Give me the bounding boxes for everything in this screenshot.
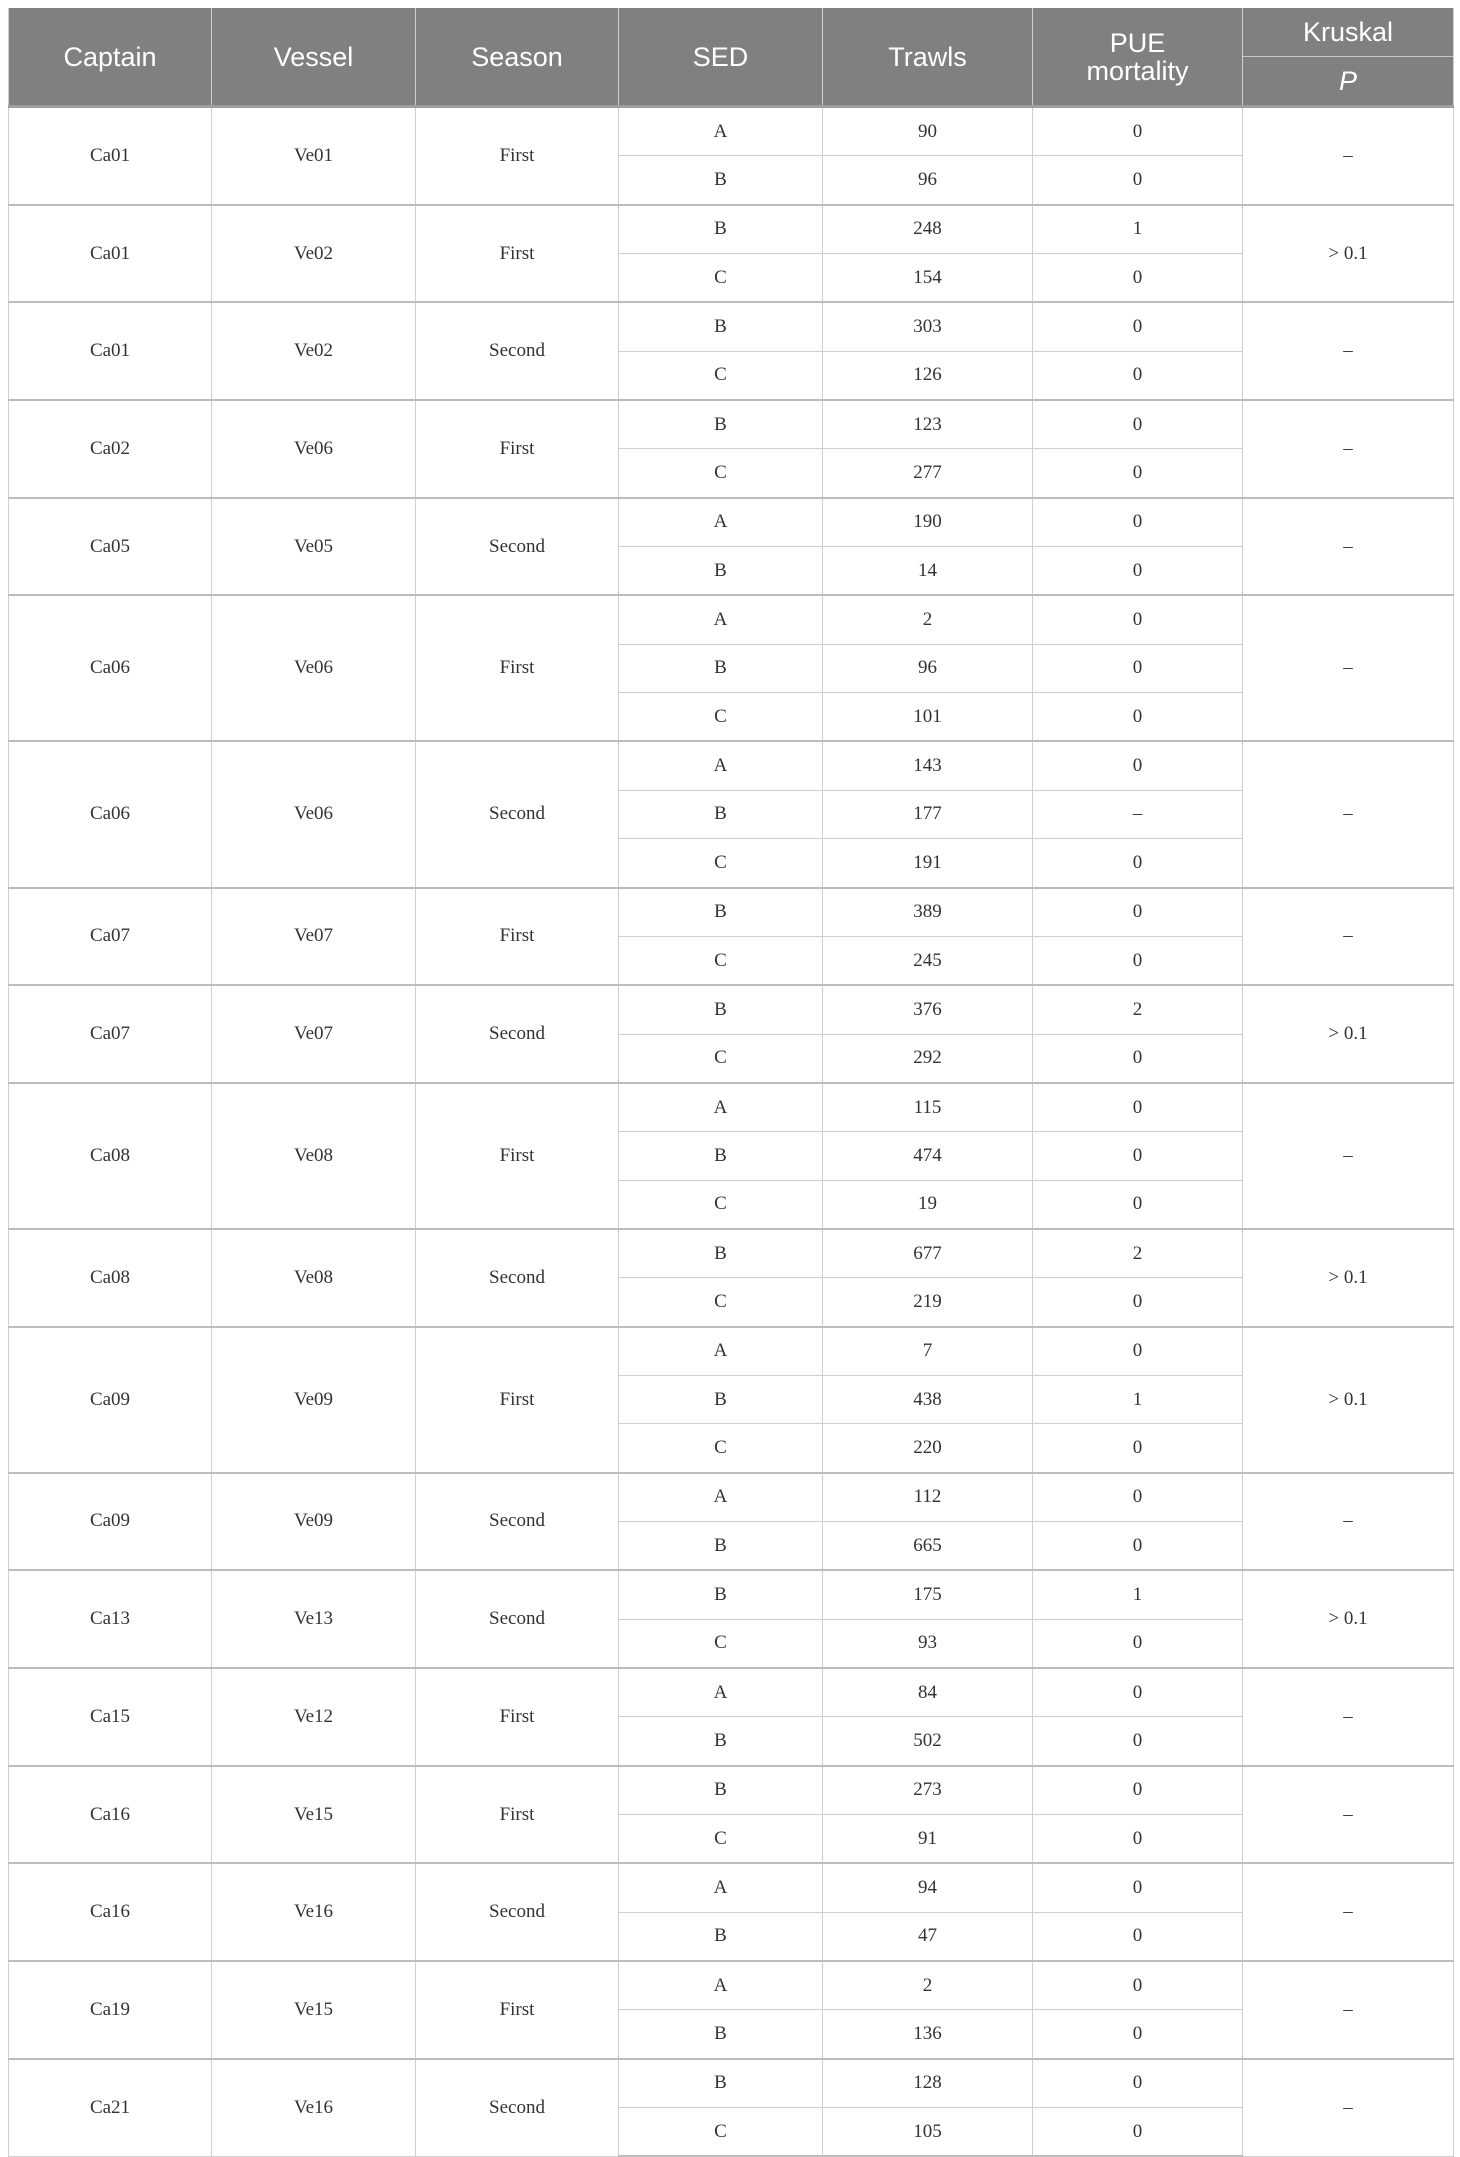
cell-trawls: 191 bbox=[823, 839, 1033, 888]
cell-pue-mortality: 0 bbox=[1033, 1717, 1243, 1766]
cell-vessel: Ve12 bbox=[212, 1668, 416, 1766]
cell-sed: B bbox=[619, 205, 823, 254]
cell-trawls: 177 bbox=[823, 790, 1033, 838]
cell-trawls: 96 bbox=[823, 644, 1033, 692]
cell-season: Second bbox=[416, 1570, 619, 1668]
cell-sed: A bbox=[619, 1083, 823, 1132]
cell-sed: A bbox=[619, 107, 823, 156]
cell-sed: B bbox=[619, 985, 823, 1034]
cell-pue-mortality: 0 bbox=[1033, 1619, 1243, 1668]
cell-sed: C bbox=[619, 2108, 823, 2157]
cell-sed: B bbox=[619, 1766, 823, 1815]
table-row bbox=[9, 1668, 1454, 1717]
cell-kruskal-p: – bbox=[1243, 1863, 1454, 1961]
cell-kruskal-p: – bbox=[1243, 2059, 1454, 2157]
cell-season: First bbox=[416, 205, 619, 303]
cell-captain: Ca08 bbox=[9, 1083, 212, 1229]
cell-trawls: 190 bbox=[823, 498, 1033, 547]
cell-vessel: Ve07 bbox=[212, 888, 416, 986]
cell-vessel: Ve06 bbox=[212, 595, 416, 741]
cell-season: First bbox=[416, 595, 619, 741]
cell-vessel: Ve05 bbox=[212, 498, 416, 596]
cell-captain: Ca09 bbox=[9, 1473, 212, 1571]
cell-season: First bbox=[416, 1766, 619, 1864]
cell-pue-mortality: 0 bbox=[1033, 1180, 1243, 1229]
cell-trawls: 93 bbox=[823, 1619, 1033, 1668]
cell-pue-mortality: 0 bbox=[1033, 2108, 1243, 2157]
cell-pue-mortality: 0 bbox=[1033, 400, 1243, 449]
cell-season: Second bbox=[416, 1473, 619, 1571]
cell-pue-mortality: 0 bbox=[1033, 1034, 1243, 1083]
col-header-captain: Captain bbox=[9, 8, 212, 107]
cell-kruskal-p: – bbox=[1243, 302, 1454, 400]
cell-season: First bbox=[416, 1083, 619, 1229]
cell-kruskal-p: > 0.1 bbox=[1243, 205, 1454, 303]
cell-trawls: 245 bbox=[823, 936, 1033, 985]
cell-kruskal-p: – bbox=[1243, 1961, 1454, 2059]
cell-pue-mortality: 0 bbox=[1033, 1278, 1243, 1327]
cell-kruskal-p: – bbox=[1243, 1083, 1454, 1229]
cell-captain: Ca15 bbox=[9, 1668, 212, 1766]
table-header bbox=[9, 8, 1454, 107]
cell-trawls: 438 bbox=[823, 1375, 1033, 1423]
table-row bbox=[9, 302, 1454, 351]
cell-sed: B bbox=[619, 1570, 823, 1619]
cell-season: Second bbox=[416, 498, 619, 596]
cell-pue-mortality: 0 bbox=[1033, 449, 1243, 498]
cell-trawls: 376 bbox=[823, 985, 1033, 1034]
cell-vessel: Ve16 bbox=[212, 2059, 416, 2157]
cell-pue-mortality: 0 bbox=[1033, 1912, 1243, 1961]
cell-pue-mortality: 1 bbox=[1033, 1570, 1243, 1619]
cell-captain: Ca06 bbox=[9, 595, 212, 741]
cell-sed: B bbox=[619, 1132, 823, 1180]
cell-trawls: 303 bbox=[823, 302, 1033, 351]
table-row bbox=[9, 741, 1454, 790]
cell-trawls: 105 bbox=[823, 2108, 1033, 2157]
cell-season: First bbox=[416, 1327, 619, 1473]
cell-sed: C bbox=[619, 1034, 823, 1083]
cell-trawls: 96 bbox=[823, 156, 1033, 205]
cell-trawls: 389 bbox=[823, 888, 1033, 937]
cell-sed: A bbox=[619, 1327, 823, 1376]
cell-trawls: 175 bbox=[823, 1570, 1033, 1619]
cell-sed: B bbox=[619, 1375, 823, 1423]
cell-trawls: 136 bbox=[823, 2010, 1033, 2059]
cell-trawls: 474 bbox=[823, 1132, 1033, 1180]
cell-sed: B bbox=[619, 547, 823, 596]
cell-kruskal-p: > 0.1 bbox=[1243, 1327, 1454, 1473]
cell-sed: B bbox=[619, 790, 823, 838]
table-row bbox=[9, 1863, 1454, 1912]
cell-captain: Ca09 bbox=[9, 1327, 212, 1473]
cell-pue-mortality: 0 bbox=[1033, 1424, 1243, 1473]
cell-captain: Ca08 bbox=[9, 1229, 212, 1327]
cell-trawls: 84 bbox=[823, 1668, 1033, 1717]
cell-pue-mortality: 0 bbox=[1033, 498, 1243, 547]
cell-kruskal-p: – bbox=[1243, 741, 1454, 887]
cell-sed: C bbox=[619, 449, 823, 498]
table-body bbox=[9, 107, 1454, 2157]
cell-captain: Ca05 bbox=[9, 498, 212, 596]
cell-sed: B bbox=[619, 156, 823, 205]
table-row bbox=[9, 888, 1454, 937]
cell-kruskal-p: – bbox=[1243, 107, 1454, 205]
table-row bbox=[9, 1229, 1454, 1278]
cell-kruskal-p: > 0.1 bbox=[1243, 1229, 1454, 1327]
cell-trawls: 19 bbox=[823, 1180, 1033, 1229]
cell-pue-mortality: 0 bbox=[1033, 936, 1243, 985]
cell-sed: C bbox=[619, 1619, 823, 1668]
cell-trawls: 112 bbox=[823, 1473, 1033, 1522]
cell-pue-mortality: 0 bbox=[1033, 1815, 1243, 1864]
cell-sed: C bbox=[619, 693, 823, 742]
table-row bbox=[9, 400, 1454, 449]
cell-pue-mortality: 0 bbox=[1033, 644, 1243, 692]
cell-vessel: Ve06 bbox=[212, 400, 416, 498]
cell-trawls: 91 bbox=[823, 1815, 1033, 1864]
cell-trawls: 2 bbox=[823, 1961, 1033, 2010]
cell-season: Second bbox=[416, 1863, 619, 1961]
cell-captain: Ca16 bbox=[9, 1863, 212, 1961]
cell-sed: A bbox=[619, 1473, 823, 1522]
cell-trawls: 665 bbox=[823, 1521, 1033, 1570]
cell-sed: B bbox=[619, 2059, 823, 2108]
cell-sed: B bbox=[619, 1912, 823, 1961]
table-row bbox=[9, 1961, 1454, 2010]
cell-captain: Ca01 bbox=[9, 205, 212, 303]
cell-pue-mortality: 0 bbox=[1033, 254, 1243, 303]
data-table bbox=[8, 8, 1454, 2157]
cell-kruskal-p: – bbox=[1243, 1473, 1454, 1571]
cell-sed: C bbox=[619, 1278, 823, 1327]
cell-season: First bbox=[416, 1961, 619, 2059]
cell-trawls: 677 bbox=[823, 1229, 1033, 1278]
cell-pue-mortality: 0 bbox=[1033, 107, 1243, 156]
cell-pue-mortality: 0 bbox=[1033, 351, 1243, 400]
cell-kruskal-p: – bbox=[1243, 1668, 1454, 1766]
cell-trawls: 143 bbox=[823, 741, 1033, 790]
cell-trawls: 126 bbox=[823, 351, 1033, 400]
cell-pue-mortality: – bbox=[1033, 790, 1243, 838]
cell-sed: C bbox=[619, 1815, 823, 1864]
cell-trawls: 2 bbox=[823, 595, 1033, 644]
cell-season: Second bbox=[416, 302, 619, 400]
cell-captain: Ca06 bbox=[9, 741, 212, 887]
cell-trawls: 7 bbox=[823, 1327, 1033, 1376]
cell-season: Second bbox=[416, 985, 619, 1083]
cell-pue-mortality: 0 bbox=[1033, 302, 1243, 351]
cell-pue-mortality: 0 bbox=[1033, 839, 1243, 888]
cell-vessel: Ve02 bbox=[212, 302, 416, 400]
cell-pue-mortality: 0 bbox=[1033, 1132, 1243, 1180]
cell-pue-mortality: 0 bbox=[1033, 1668, 1243, 1717]
cell-season: Second bbox=[416, 741, 619, 887]
cell-sed: C bbox=[619, 254, 823, 303]
cell-pue-mortality: 0 bbox=[1033, 1863, 1243, 1912]
cell-pue-mortality: 0 bbox=[1033, 2059, 1243, 2108]
table-row bbox=[9, 498, 1454, 547]
cell-pue-mortality: 0 bbox=[1033, 1766, 1243, 1815]
cell-sed: A bbox=[619, 741, 823, 790]
cell-captain: Ca01 bbox=[9, 107, 212, 205]
cell-trawls: 123 bbox=[823, 400, 1033, 449]
cell-kruskal-p: > 0.1 bbox=[1243, 985, 1454, 1083]
cell-trawls: 502 bbox=[823, 1717, 1033, 1766]
cell-trawls: 101 bbox=[823, 693, 1033, 742]
cell-kruskal-p: > 0.1 bbox=[1243, 1570, 1454, 1668]
table-row bbox=[9, 985, 1454, 1034]
cell-trawls: 47 bbox=[823, 1912, 1033, 1961]
cell-trawls: 292 bbox=[823, 1034, 1033, 1083]
col-header-sed: SED bbox=[619, 8, 823, 107]
cell-vessel: Ve09 bbox=[212, 1327, 416, 1473]
cell-season: First bbox=[416, 107, 619, 205]
cell-sed: B bbox=[619, 1229, 823, 1278]
cell-season: Second bbox=[416, 2059, 619, 2157]
cell-pue-mortality: 0 bbox=[1033, 595, 1243, 644]
cell-vessel: Ve16 bbox=[212, 1863, 416, 1961]
cell-vessel: Ve08 bbox=[212, 1083, 416, 1229]
cell-captain: Ca21 bbox=[9, 2059, 212, 2157]
col-header-trawls: Trawls bbox=[823, 8, 1033, 107]
cell-sed: C bbox=[619, 936, 823, 985]
cell-trawls: 273 bbox=[823, 1766, 1033, 1815]
cell-sed: C bbox=[619, 1424, 823, 1473]
cell-sed: B bbox=[619, 302, 823, 351]
cell-vessel: Ve15 bbox=[212, 1766, 416, 1864]
cell-captain: Ca13 bbox=[9, 1570, 212, 1668]
cell-season: Second bbox=[416, 1229, 619, 1327]
cell-sed: C bbox=[619, 839, 823, 888]
cell-trawls: 128 bbox=[823, 2059, 1033, 2108]
cell-captain: Ca19 bbox=[9, 1961, 212, 2059]
cell-sed: A bbox=[619, 498, 823, 547]
cell-pue-mortality: 0 bbox=[1033, 1521, 1243, 1570]
cell-pue-mortality: 2 bbox=[1033, 1229, 1243, 1278]
cell-kruskal-p: – bbox=[1243, 1766, 1454, 1864]
cell-captain: Ca01 bbox=[9, 302, 212, 400]
table-row bbox=[9, 107, 1454, 156]
cell-pue-mortality: 1 bbox=[1033, 1375, 1243, 1423]
cell-trawls: 248 bbox=[823, 205, 1033, 254]
cell-trawls: 219 bbox=[823, 1278, 1033, 1327]
table-row bbox=[9, 1083, 1454, 1132]
table-row bbox=[9, 205, 1454, 254]
cell-pue-mortality: 0 bbox=[1033, 1473, 1243, 1522]
cell-vessel: Ve02 bbox=[212, 205, 416, 303]
cell-pue-mortality: 0 bbox=[1033, 1327, 1243, 1376]
cell-trawls: 277 bbox=[823, 449, 1033, 498]
cell-sed: A bbox=[619, 1863, 823, 1912]
cell-captain: Ca07 bbox=[9, 985, 212, 1083]
cell-vessel: Ve15 bbox=[212, 1961, 416, 2059]
cell-pue-mortality: 0 bbox=[1033, 741, 1243, 790]
cell-sed: A bbox=[619, 595, 823, 644]
col-header-season: Season bbox=[416, 8, 619, 107]
cell-sed: A bbox=[619, 1668, 823, 1717]
table-row bbox=[9, 1766, 1454, 1815]
cell-kruskal-p: – bbox=[1243, 498, 1454, 596]
col-header-vessel: Vessel bbox=[212, 8, 416, 107]
cell-sed: C bbox=[619, 1180, 823, 1229]
cell-vessel: Ve09 bbox=[212, 1473, 416, 1571]
cell-pue-mortality: 0 bbox=[1033, 1961, 1243, 2010]
cell-kruskal-p: – bbox=[1243, 595, 1454, 741]
col-header-kruskal: Kruskal bbox=[1243, 8, 1454, 57]
cell-sed: B bbox=[619, 1521, 823, 1570]
cell-captain: Ca07 bbox=[9, 888, 212, 986]
cell-captain: Ca16 bbox=[9, 1766, 212, 1864]
cell-sed: A bbox=[619, 1961, 823, 2010]
cell-trawls: 220 bbox=[823, 1424, 1033, 1473]
cell-season: First bbox=[416, 888, 619, 986]
cell-vessel: Ve13 bbox=[212, 1570, 416, 1668]
cell-pue-mortality: 0 bbox=[1033, 888, 1243, 937]
cell-pue-mortality: 0 bbox=[1033, 156, 1243, 205]
cell-trawls: 90 bbox=[823, 107, 1033, 156]
cell-pue-mortality: 0 bbox=[1033, 2010, 1243, 2059]
cell-trawls: 115 bbox=[823, 1083, 1033, 1132]
cell-kruskal-p: – bbox=[1243, 888, 1454, 986]
cell-pue-mortality: 0 bbox=[1033, 1083, 1243, 1132]
cell-sed: B bbox=[619, 400, 823, 449]
cell-sed: B bbox=[619, 644, 823, 692]
cell-season: First bbox=[416, 400, 619, 498]
cell-pue-mortality: 0 bbox=[1033, 693, 1243, 742]
table-row bbox=[9, 1473, 1454, 1522]
header-row bbox=[9, 8, 1454, 57]
cell-trawls: 14 bbox=[823, 547, 1033, 596]
cell-pue-mortality: 2 bbox=[1033, 985, 1243, 1034]
cell-trawls: 94 bbox=[823, 1863, 1033, 1912]
col-header-pue-mortality-text: PUE mortality bbox=[1086, 27, 1189, 86]
cell-vessel: Ve01 bbox=[212, 107, 416, 205]
cell-pue-mortality: 0 bbox=[1033, 547, 1243, 596]
cell-vessel: Ve07 bbox=[212, 985, 416, 1083]
table-row bbox=[9, 1570, 1454, 1619]
cell-sed: B bbox=[619, 1717, 823, 1766]
cell-sed: B bbox=[619, 2010, 823, 2059]
cell-vessel: Ve06 bbox=[212, 741, 416, 887]
cell-sed: C bbox=[619, 351, 823, 400]
cell-kruskal-p: – bbox=[1243, 400, 1454, 498]
col-header-p: P bbox=[1243, 57, 1454, 107]
table-row bbox=[9, 1327, 1454, 1376]
table-row bbox=[9, 2059, 1454, 2108]
table-row bbox=[9, 595, 1454, 644]
cell-trawls: 154 bbox=[823, 254, 1033, 303]
cell-captain: Ca02 bbox=[9, 400, 212, 498]
col-header-pue-mortality bbox=[1033, 8, 1243, 107]
cell-vessel: Ve08 bbox=[212, 1229, 416, 1327]
cell-pue-mortality: 1 bbox=[1033, 205, 1243, 254]
cell-sed: B bbox=[619, 888, 823, 937]
cell-season: First bbox=[416, 1668, 619, 1766]
